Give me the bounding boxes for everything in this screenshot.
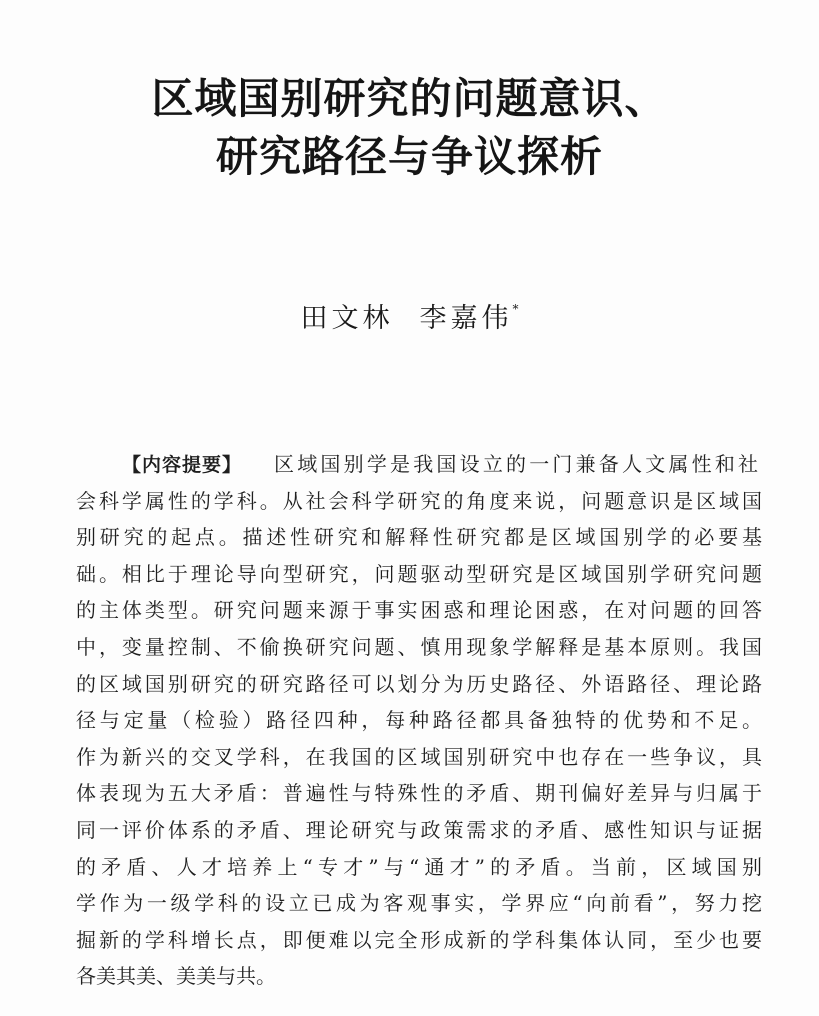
abstract-line: [76, 446, 762, 483]
title-line-2: 研究路径与争议探析: [215, 132, 603, 181]
abstract-line: 同一评价体系的矛盾、理论研究与政策需求的矛盾、感性知识与证据: [76, 817, 762, 842]
abstract-label: 【内容提要】: [122, 454, 243, 476]
abstract-line: 中，变量控制、不偷换研究问题、慎用现象学解释是基本原则。我国: [76, 634, 762, 659]
abstract-line: 径与定量（检验）路径四种，每种路径都具备独特的优势和不足。: [76, 708, 762, 733]
abstract-line: 的矛盾、人才培养上“专才”与“通才”的矛盾。当前，区域国别: [76, 854, 762, 879]
abstract-line: 别研究的起点。描述性研究和解释性研究都是区域国别学的必要基: [76, 525, 762, 550]
footnote-mark: *: [512, 302, 519, 316]
abstract-line: 各美其美、美美与共。: [76, 964, 276, 989]
abstract-line: 础。相比于理论导向型研究，问题驱动型研究是区域国别学研究问题: [76, 561, 762, 586]
abstract-line: 作为新兴的交叉学科，在我国的区域国别研究中也存在一些争议，具: [76, 744, 762, 769]
abstract-line: 会科学属性的学科。从社会科学研究的角度来说，问题意识是区域国: [76, 488, 762, 513]
title-line-1: 区域国别研究的问题意识、: [151, 74, 668, 123]
abstract-line: 的区域国别研究的研究路径可以划分为历史路径、外语路径、理论路: [76, 671, 762, 696]
author-name: 李嘉伟: [419, 303, 513, 334]
paper-title: [0, 70, 819, 186]
abstract-line: 的主体类型。研究问题来源于事实困惑和理论困惑，在对问题的回答: [76, 598, 762, 623]
abstract-line: 体表现为五大矛盾：普遍性与特殊性的矛盾、期刊偏好差异与归属于: [76, 781, 762, 806]
author-name: 田文林: [300, 303, 394, 334]
abstract-line-text: 区域国别学是我国设立的一门兼备人文属性和社: [274, 452, 762, 476]
abstract: [76, 446, 762, 995]
author-line: [0, 292, 819, 336]
abstract-line: 掘新的学科增长点，即便难以完全形成新的学科集体认同，至少也要: [76, 927, 762, 952]
abstract-line: 学作为一级学科的设立已成为客观事实，学界应“向前看”，努力挖: [76, 891, 762, 916]
